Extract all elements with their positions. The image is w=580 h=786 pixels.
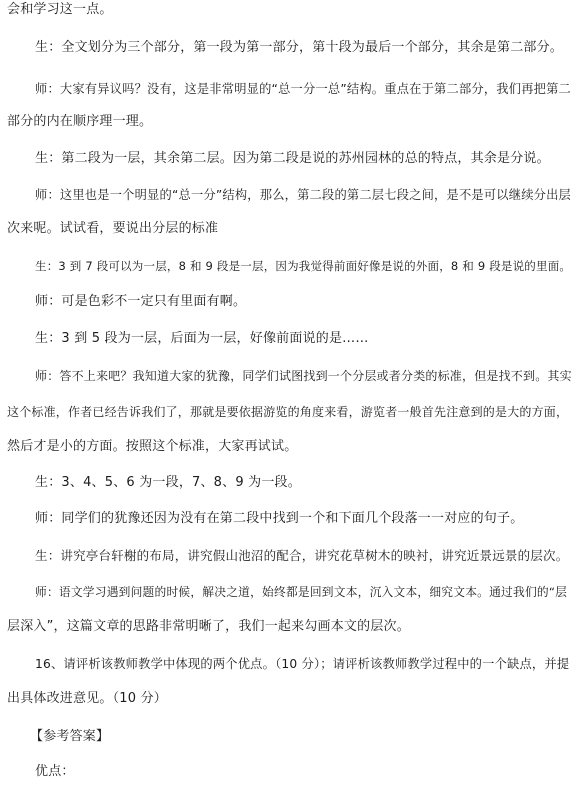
text-line: 出具体改进意见。（10 分） [7, 691, 167, 706]
text-line: 师：大家有异议吗？没有，这是非常明显的“总一分一总”结构。重点在于第二部分，我们再把第二 [35, 82, 571, 96]
text-line: 生：3、4、5、6 为一段，7、8、9 为一段。 [35, 475, 301, 490]
text-line: 师：语文学习遇到问题的时候，解决之道，始终都是回到文本，沉入文本，细究文本。通过我们的“层 [35, 585, 568, 599]
text-line: 师：这里也是一个明显的“总一分”结构，那么，第二段的第二层七段之间，是不是可以继续分出层 [35, 188, 571, 202]
text-line: 生：全文划分为三个部分，第一段为第一部分，第十段为最后一个部分，其余是第二部分。 [35, 40, 564, 55]
text-line: 这个标准，作者已经告诉我们了，那就是要依据游览的角度来看，游览者一般首先注意到的是大的方面， [7, 405, 569, 419]
text-line: 师：同学们的犹豫还因为没有在第二段中找到一个和下面几个段落一一对应的句子。 [35, 511, 524, 526]
section-heading: 【参考答案】 [30, 729, 110, 744]
text-line: 次来呢。试试看，要说出分层的标准 [7, 221, 219, 236]
text-line: 师：可是色彩不一定只有里面有啊。 [35, 294, 247, 309]
text-line: 生：3 到 5 段为一层，后面为一层，好像前面说的是…… [35, 331, 369, 346]
text-line: 然后才是小的方面。按照这个标准，大家再试试。 [7, 439, 298, 454]
text-line: 生：讲究亭台轩榭的布局，讲究假山池沼的配合，讲究花草树木的映衬，讲究近景远景的层次。 [35, 548, 569, 563]
text-line: 部分的内在顺序理一理。 [7, 114, 153, 129]
text-line: 16、请评析该教师教学中体现的两个优点。（10 分）；请评析该教师教学过程中的一个缺点，并提 [35, 657, 570, 671]
text-line: 师：答不上来吧？我知道大家的犹豫，同学们试图找到一个分层或者分类的标准，但是找不到。其实 [35, 369, 572, 383]
text-line: 优点： [35, 764, 75, 779]
text-line: 生：3 到 7 段可以为一层，8 和 9 段是一层，因为我觉得前面好像是说的外面，8 和 9 段是说的里面。 [35, 259, 572, 273]
text-line: 会和学习这一点。 [7, 2, 113, 17]
text-line: 层深入”，这篇文章的思路非常明晰了，我们一起来勾画本文的层次。 [7, 619, 410, 634]
text-line: 生：第二段为一层，其余第二层。因为第二段是说的苏州园林的总的特点，其余是分说。 [35, 151, 550, 166]
